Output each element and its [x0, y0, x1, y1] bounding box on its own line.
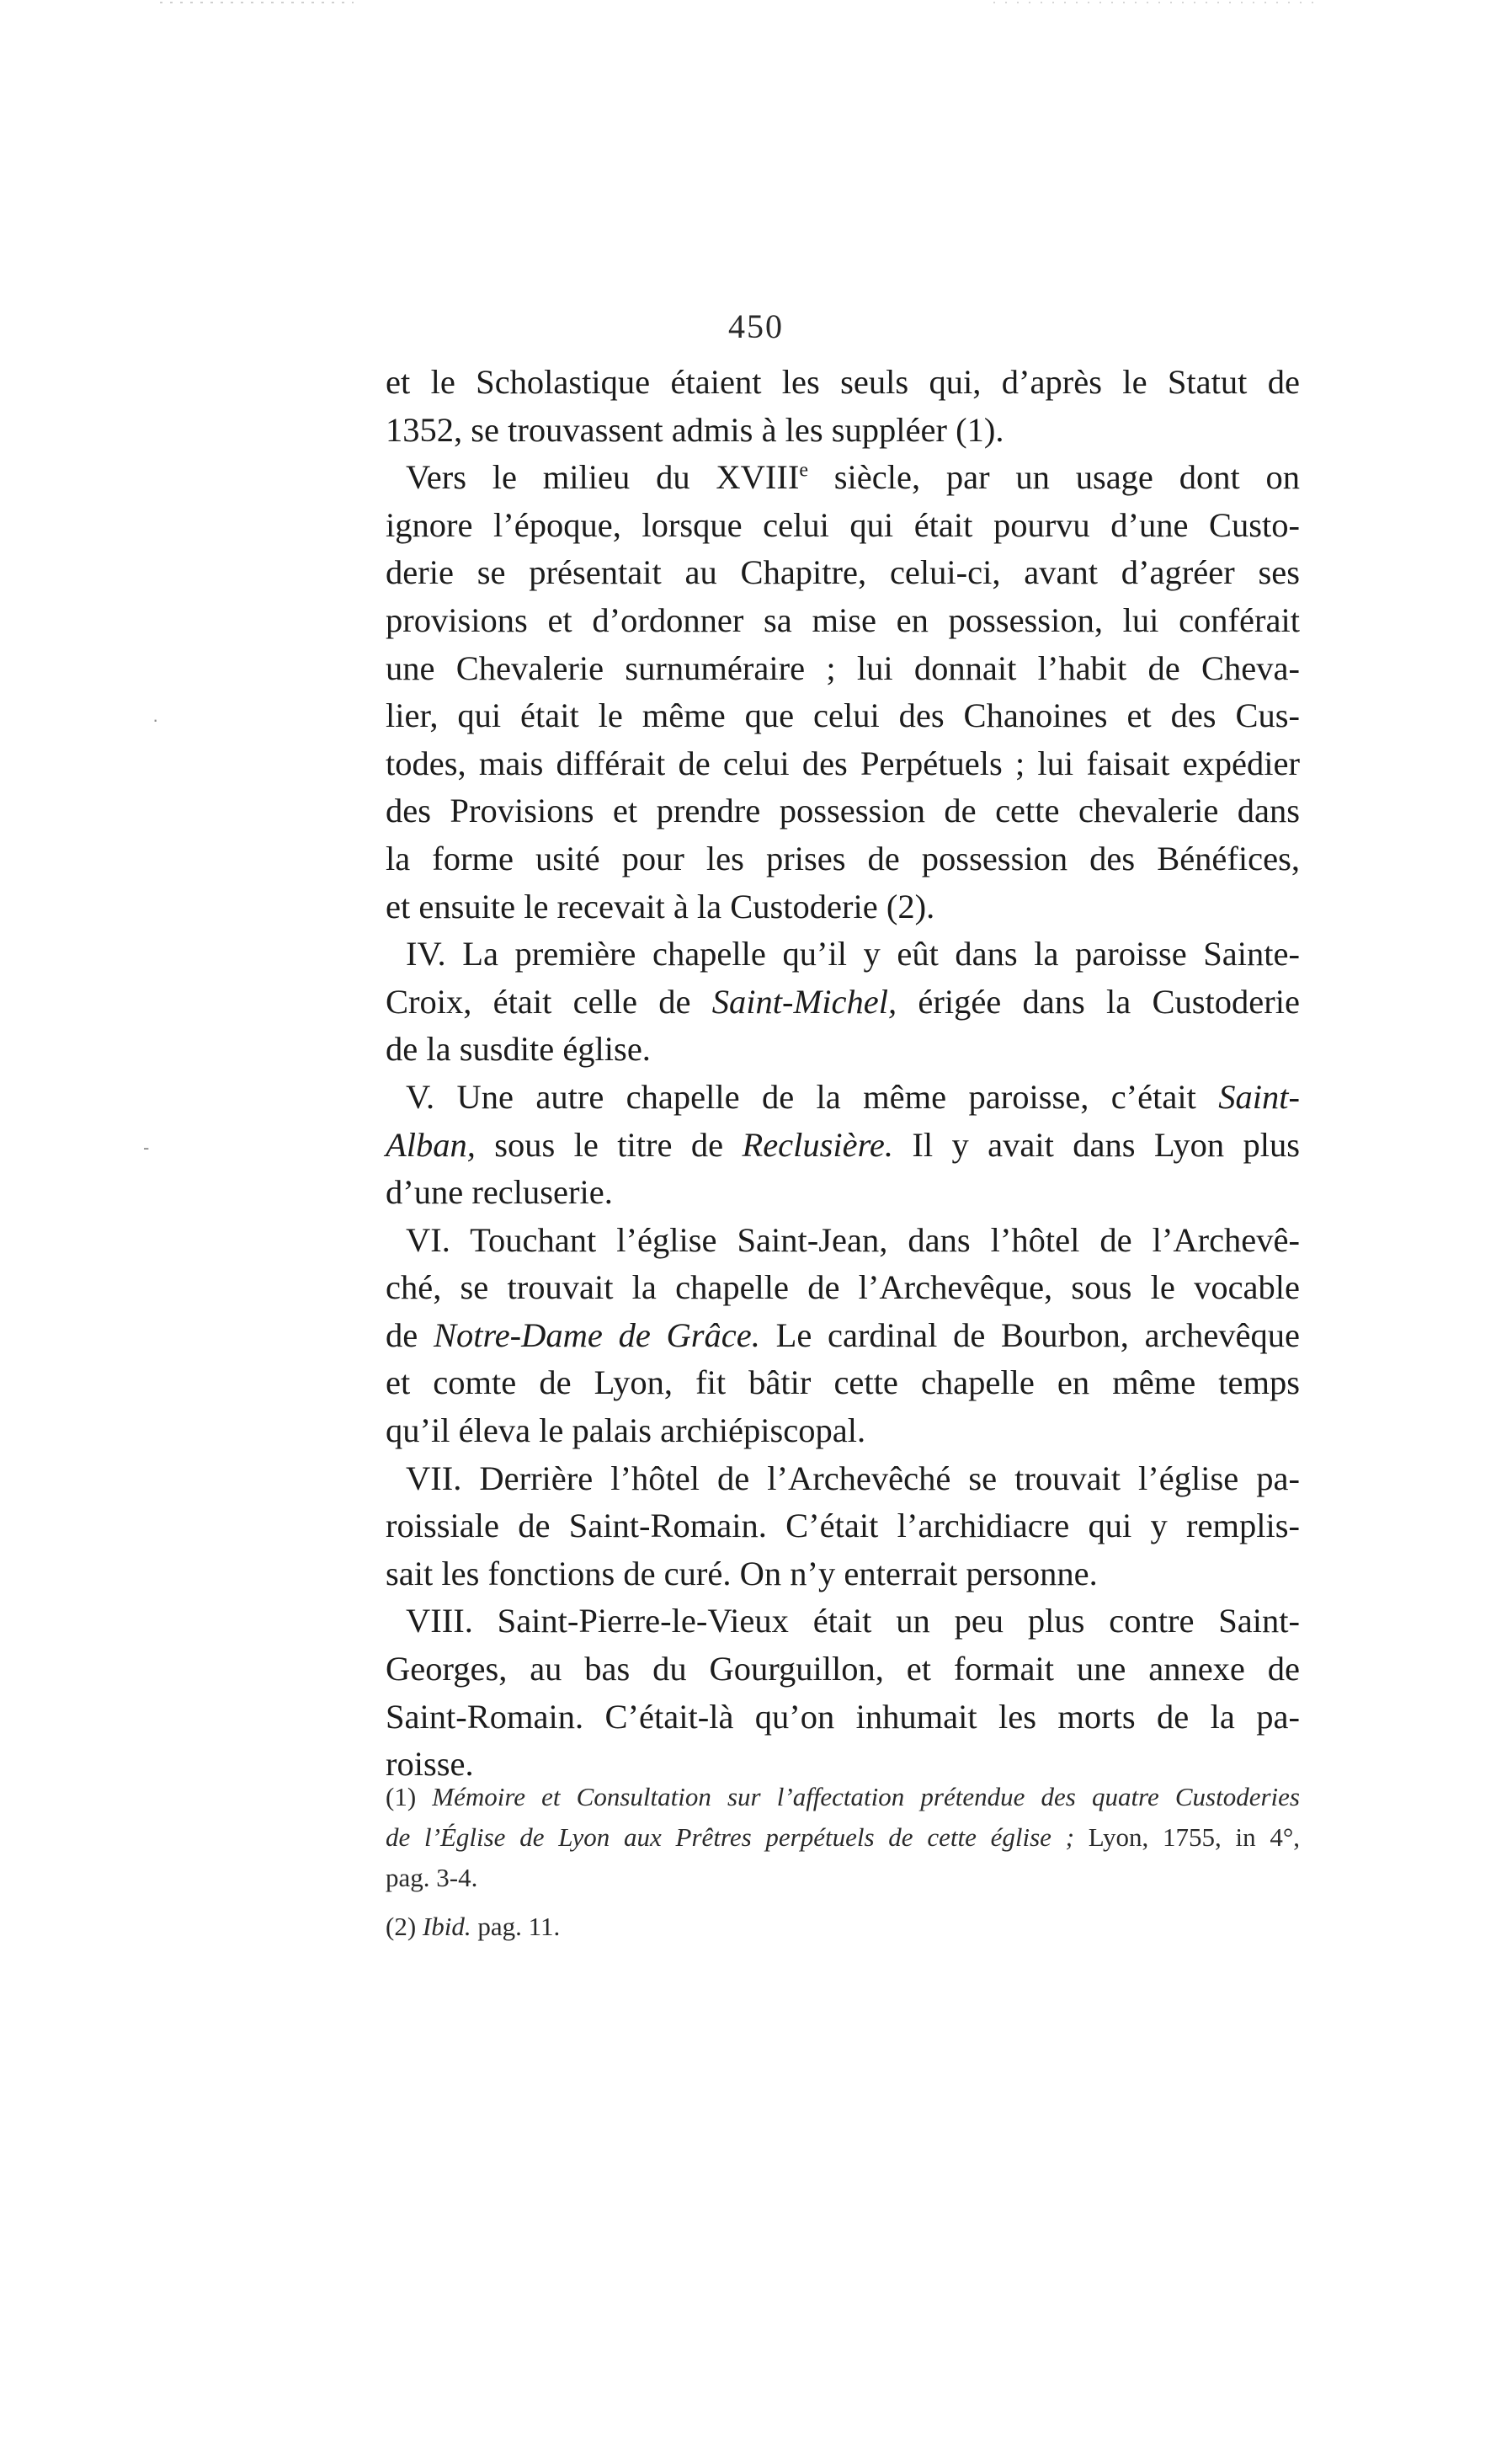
text-line	[386, 407, 1300, 455]
text-line	[386, 1122, 1300, 1170]
text-run: Saint-Romain. C’était-là qu’on inhumait les morts de la pa-	[386, 1697, 1300, 1736]
text-run: Croix, était celle de	[386, 982, 712, 1021]
italic-text: Saint-Michel,	[711, 982, 897, 1021]
text-line	[386, 787, 1300, 835]
text-line	[386, 1550, 1300, 1598]
text-run: VII. Derrière l’hôtel de l’Archevêché se trouvait l’église pa-	[406, 1459, 1300, 1497]
text-line	[386, 454, 1300, 502]
text-line	[386, 597, 1300, 645]
text-run: une Chevalerie surnuméraire ; lui donnait l’habit de Cheva-	[386, 648, 1300, 687]
text-run: roisse.	[386, 1745, 474, 1784]
text-run: d’une recluserie.	[386, 1173, 613, 1212]
text-line	[386, 1646, 1300, 1694]
italic-text: Reclusière.	[742, 1125, 894, 1164]
text-run: provisions et d’ordonner sa mise en possession, lui conférait	[386, 600, 1300, 639]
text-run: ignore l’époque, lorsque celui qui était pourvu d’une Custo-	[386, 505, 1300, 544]
margin-dot: ·	[152, 709, 159, 730]
footnote-line	[386, 1907, 1300, 1947]
scan-edge-marks	[0, 0, 1512, 12]
text-run: siècle, par un usage dont on	[807, 458, 1300, 497]
text-line	[386, 1694, 1300, 1742]
text-line	[386, 1026, 1300, 1074]
text-line	[386, 359, 1300, 407]
text-run: todes, mais différait de celui des Perpétuels ; lui faisait expédier	[386, 744, 1300, 782]
text-line	[386, 931, 1300, 979]
text-run: pag. 11.	[471, 1912, 561, 1941]
text-run: Georges, au bas du Gourguillon, et formait une annexe de	[386, 1650, 1300, 1688]
text-line	[386, 1359, 1300, 1407]
footnote-line	[386, 1817, 1300, 1858]
page-number: 450	[728, 307, 784, 345]
text-line	[386, 1407, 1300, 1455]
text-line	[386, 692, 1300, 740]
text-run: Le cardinal de Bourbon, archevêque	[759, 1315, 1300, 1354]
footnote-line	[386, 1858, 1300, 1898]
text-run: VI. Touchant l’église Saint-Jean, dans l’hôtel de l’Archevê-	[406, 1220, 1300, 1259]
text-run: derie se présentait au Chapitre, celui-ci, avant d’agréer ses	[386, 553, 1300, 592]
margin-dash: -	[143, 1137, 150, 1158]
text-run: érigée dans la Custoderie	[897, 982, 1300, 1021]
italic-text: Ibid.	[422, 1912, 471, 1941]
main-text	[386, 359, 1300, 1789]
text-run: Il y avait dans Lyon plus	[893, 1125, 1300, 1164]
text-run: V. Une autre chapelle de la même paroisse, c’était	[406, 1077, 1219, 1116]
footnote-line	[386, 1777, 1300, 1817]
text-line	[386, 502, 1300, 550]
text-run: 1352, se trouvassent admis à les suppléer (1).	[386, 410, 1004, 449]
text-line	[386, 740, 1300, 788]
text-run: et ensuite le recevait à la Custoderie (2).	[386, 887, 935, 925]
text-line	[386, 1312, 1300, 1360]
italic-text: de l’Église de Lyon aux Prêtres perpétuels de cette église ;	[386, 1822, 1074, 1852]
text-run: sait les fonctions de curé. On n’y enterrait personne.	[386, 1554, 1098, 1592]
text-run: (1)	[386, 1782, 433, 1811]
text-run: Vers le milieu du XVIII	[406, 458, 800, 497]
text-line	[386, 979, 1300, 1027]
text-line	[386, 645, 1300, 693]
footnotes	[386, 1777, 1300, 1947]
text-line	[386, 883, 1300, 931]
italic-text: Alban,	[386, 1125, 476, 1164]
superscript: e	[799, 459, 808, 482]
text-run: et comte de Lyon, fit bâtir cette chapelle en même temps	[386, 1363, 1300, 1402]
text-run: IV. La première chapelle qu’il y eût dans la paroisse Sainte-	[406, 935, 1300, 973]
italic-text: Notre-Dame de Grâce.	[433, 1315, 760, 1354]
text-line	[386, 1074, 1300, 1122]
text-run: ché, se trouvait la chapelle de l’Archevêque, sous le vocable	[386, 1268, 1300, 1307]
text-run: roissiale de Saint-Romain. C’était l’archidiacre qui y remplis-	[386, 1507, 1300, 1545]
text-run: lier, qui était le même que celui des Chanoines et des Cus-	[386, 696, 1300, 735]
text-run: Lyon, 1755, in 4°,	[1073, 1822, 1300, 1852]
text-run: pag. 3-4.	[386, 1863, 478, 1892]
text-line	[386, 549, 1300, 597]
text-line	[386, 1169, 1300, 1217]
text-run: sous le titre de	[475, 1125, 743, 1164]
text-line	[386, 1264, 1300, 1312]
text-line	[386, 1217, 1300, 1265]
text-run: (2)	[386, 1912, 423, 1941]
text-line	[386, 1455, 1300, 1503]
text-run: qu’il éleva le palais archiépiscopal.	[386, 1411, 866, 1450]
italic-text: Mémoire et Consultation sur l’affectation prétendue des quatre Custoderies	[432, 1782, 1300, 1811]
text-run: de la susdite église.	[386, 1030, 651, 1069]
text-run: VIII. Saint-Pierre-le-Vieux était un peu plus contre Saint-	[406, 1602, 1300, 1640]
text-run: la forme usité pour les prises de possession des Bénéfices,	[386, 839, 1300, 877]
text-run: de	[386, 1315, 434, 1354]
text-run: des Provisions et prendre possession de cette chevalerie dans	[386, 792, 1300, 830]
text-line	[386, 835, 1300, 883]
text-line	[386, 1502, 1300, 1550]
text-run: et le Scholastique étaient les seuls qui, d’après le Statut de	[386, 363, 1300, 401]
text-line	[386, 1598, 1300, 1646]
italic-text: Saint-	[1218, 1077, 1300, 1116]
